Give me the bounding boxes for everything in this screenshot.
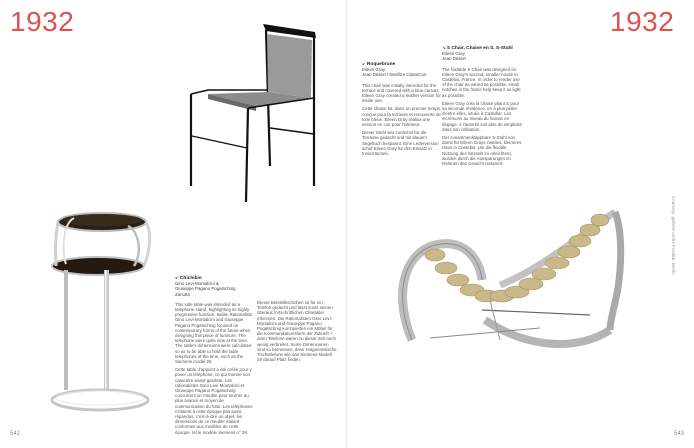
entry-text-de: Der zusammenklappbare S-Stuhl von damit für Eileen Grays zweites, kleineres Haus in Castellar. Um die flexible Nutzung des Sessels zu erleichtern, wurden durch die Aussparungen im Rahmen das Gewicht reduziert. — [442, 135, 522, 167]
entry-chichibio-continued — [257, 300, 337, 365]
entry-manufacturer: Zanotta — [175, 291, 190, 297]
chichibio-table-image — [44, 204, 159, 420]
entry-text-en: This chair was initially intended for the terrace and covered with a blue canvas. Eileen Gray created a leather version for inside use. — [362, 82, 441, 104]
entry-arrow-icon: ↙ — [175, 275, 179, 280]
entry-designer: Gino Levi-Montalcini & — [175, 281, 219, 287]
entry-text-fr: Cette chaise fut, dans un premier temps, conçue pour la terrasse et recouverte de toile bleue. Eileen Gray réalisa une version en cuir pour l'intérieur. — [362, 106, 442, 128]
entry-title: Chichibio — [179, 276, 202, 281]
entry-designer: Eileen Gray — [362, 67, 385, 73]
entry-maker: Jean Désert — [442, 56, 466, 62]
entry-title: Roquebrune — [366, 62, 396, 67]
entry-s-chair — [442, 45, 522, 169]
entry-chichibio — [175, 275, 253, 438]
entry-maker: Giuseppe Pagano Pogatschnig — [175, 286, 236, 292]
entry-arrow-icon: ↘ — [442, 45, 446, 50]
entry-maker: Jean Désert / Neuflize ClassiCon — [362, 72, 427, 78]
page-number-right: 543 — [674, 431, 685, 437]
entry-title: S Chair, Chaise en S, S-Stuhl — [446, 46, 513, 51]
entry-text-en: This side table was intended as a telephone stand, highlighting its highly progressive function. Italian Rationalists Gino Levi-Montalcini and Giuseppe Pagano Pogatschnig focused on contemporary forms of the future when designing this piece of furniture. The telephone were quite new at the time. The table's dimensions were calculated so as to be able to hold the table telephones of the time, such as the Siemens model 28. — [175, 301, 253, 365]
entry-text-de: Dieser Beistelltischchen ist für ein Telefon gedacht und lässt somit seinen überaus fortschrittlichen Charakter erkennen. Die Rationalisten Gino Levi-Montalcini und Giuseppe Pagano Pogatschnig konzipierten ein Möbel für die Kommunikationsform der Zukunft – denn Telefone waren zu dieser Zeit noch wenig verbreitet. Seine Dimensionen sind so bemessen, dass zeitgenössische Tischtelefone wie das Siemens-Modell 28 darauf Platz finden. — [257, 300, 337, 363]
page-number-left: 542 — [10, 431, 21, 437]
entry-designer: Eileen Gray — [442, 51, 465, 57]
photo-credit: Courtesy: gallerie andré Fosdick, Berlin — [671, 196, 676, 275]
entry-arrow-icon: ↙ — [362, 61, 366, 66]
entry-text-en: The foldable S Chair was designed for Eileen Gray's second, smaller house in Castellar, France. In order to render use of the chair as varied as possible, small notches in the frame help keep it as light as possible. — [442, 66, 521, 98]
year-heading-left: 1932 — [10, 6, 75, 37]
entry-text-de: Dieser Stuhl war zunächst für die Terrasse gedacht und mit blauem Segeltuch bespannt. Eine Lederversion schuf Eileen Gray für den Einsatz in Innenräumen. — [362, 130, 439, 157]
entry-text-fr: Eileen Gray créa la chaise pliant S pour sa seconde résidence, en à plus petite d'entre elles, située à Castellar. Les incrémons au niveau du hamac en dégagé, a l'autorité soit plus de simplicité dans son utilisation. — [442, 100, 522, 132]
year-heading-right: 1932 — [610, 6, 675, 37]
entry-text-fr: Cette table d'appoint a été créée pour y poser un téléphone, ce qui montre son caractère avant-gardiste. Les rationalistes Gino Levi-Montalcini et Giuseppe Pagano Pogatschnig concurrent un meuble pour tourner au plus avancé et moyen de communication du futur. Les téléphones n'étaient à cette époque pas aussi répandus, c'est-à-dire un objet, les dimensions de ce meuble étaient conformes aux modèles de cette époque, tel le modèle Siemens n° 28. — [175, 367, 253, 435]
s-chair-image — [390, 200, 628, 368]
entry-roquebrune — [362, 61, 444, 159]
book-spine — [346, 0, 348, 448]
roquebrune-chair-image — [168, 16, 328, 206]
